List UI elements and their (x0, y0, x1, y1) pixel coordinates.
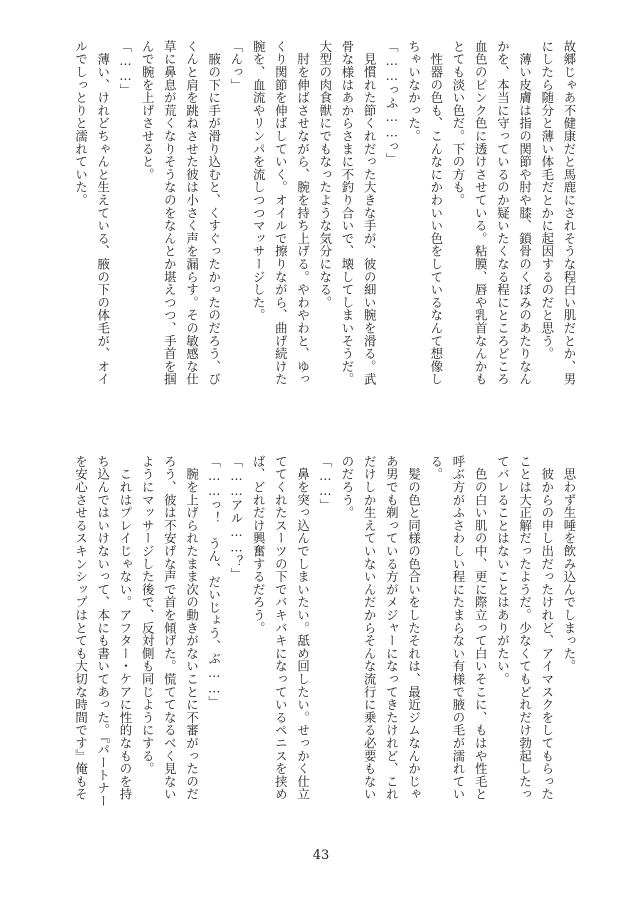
text-line: くんと肩を跳ねさせた彼は小さく声を漏らす。その敏感な仕 (184, 40, 200, 386)
text-line: 血色のピンク色に透けさせている。粘膜、唇や乳首なんかも (473, 40, 489, 386)
text-line: ち込んではいけないって、本にも書いてあった。『パートナー (95, 455, 111, 808)
text-line: 色の白い肌の中、更に際立って白いそこに、もはや性毛と (473, 455, 489, 801)
lower-text-block (48, 455, 580, 840)
text-line: とても淡い色だ。下の方も。 (450, 40, 466, 207)
text-line: 骨な様はあからさまに不釣り合いで、壊してしまいそうだ。 (339, 40, 355, 386)
text-line: 鼻を突っ込んでしまいたい。舐め回したい。せっかく仕立 (295, 455, 311, 801)
text-line: ば、どれだけ興奮するだろう。 (251, 455, 267, 635)
text-line: ててくれたスーツの下でバキバキになっているペニスを挟め (273, 455, 289, 801)
text-line: ちゃいなかった。 (406, 40, 422, 143)
text-line: ことは大正解だったようだ。少なくてもどれだけ勃起したっ (517, 455, 533, 801)
text-line: を安心させるスキンシップはとても大切な時間です』俺もそ (73, 455, 89, 801)
text-line: 髪の色と同様の色合いをしたそれは、最近ジムなんかじゃ (406, 455, 422, 801)
upper-text-block (48, 40, 580, 420)
text-line: 彼からの申し出だったけれど、アイマスクをしてもらった (539, 455, 555, 801)
text-line: ようにマッサージした後で、反対側も同じようにする。 (140, 455, 156, 775)
text-line: かを、本当に守っているのか疑いたくなる程にところどころ (495, 40, 511, 386)
dialogue-line: 「……っ！ うん、だいじょう、ぶ……」 (206, 455, 222, 709)
dialogue-line: 「……」 (317, 455, 333, 512)
text-line: 思わず生唾を飲み込んでしまった。 (562, 455, 577, 673)
text-line: 草に鼻息が荒くなりそうなのをなんとか堪えつつ、手首を掴 (162, 40, 178, 386)
text-line: 大型の肉食獣にでもなったような気分になる。 (317, 40, 333, 309)
text-line: 薄い、けれどちゃんと生えている、腋の下の体毛が、オイ (95, 40, 111, 386)
text-line: 肘を伸ばさせながら、腕を持ち上げる。やわやわと、ゆっ (295, 40, 311, 386)
text-line: 故郷じゃあ不健康だと馬鹿にされそうな程白い肌だとか、男 (562, 40, 577, 386)
dialogue-line: 「んっ」 (228, 40, 244, 92)
text-line: ルでしっとりと濡れていた。 (73, 40, 89, 207)
text-line: てバレることはないことはありがたい。 (495, 455, 511, 686)
text-line: 呼ぶ方がふさわしい程にたまらない有様で腋の毛が濡れてい (450, 455, 466, 801)
text-line: 腕を上げられたまま次の動きがないことに不審がったのだ (184, 455, 200, 801)
text-line: 薄い皮膚は指の関節や肘や膝、鎖骨のくぼみのあたりなん (517, 40, 533, 386)
text-line: 腋の下に手が滑り込むと、くすぐったかったのだろう、び (206, 40, 222, 386)
page-number: 43 (312, 848, 330, 863)
text-line: んで腕を上げさせると。 (140, 40, 156, 181)
text-line: る。 (428, 455, 444, 481)
text-line: 見慣れた節くれだった大きな手が、彼の細い腕を滑る。武 (362, 40, 378, 386)
text-line: これはプレイじゃない。アフター・ケアに性的なものを持 (117, 455, 133, 801)
text-line: あ男でも剃っている方がメジャーになってきたけれど、これ (384, 455, 400, 801)
dialogue-line: 「……っふ……っ」 (384, 40, 400, 166)
text-line: だけしか生えていないんだからそんな流行に乗る必要もない (362, 455, 378, 801)
dialogue-line: 「……」 (117, 40, 133, 97)
text-line: のだろう。 (339, 455, 355, 519)
text-line: くり関節を伸ばしていく。オイルで擦りながら、曲げ続けた (273, 40, 289, 386)
text-line: にしたら随分と薄い体毛だとかに起因するのだと思う。 (539, 40, 555, 360)
dialogue-line: 「……アル……？」 (228, 455, 244, 581)
text-line: 性器の色も、こんなにかわいい色をしているなんて想像し (428, 40, 444, 386)
text-line: 腕を、血流やリンパを流しつつマッサージした。 (251, 40, 267, 322)
text-line: ろう、彼は不安げな声で首を傾げた。慌ててなるべく見ない (162, 455, 178, 801)
